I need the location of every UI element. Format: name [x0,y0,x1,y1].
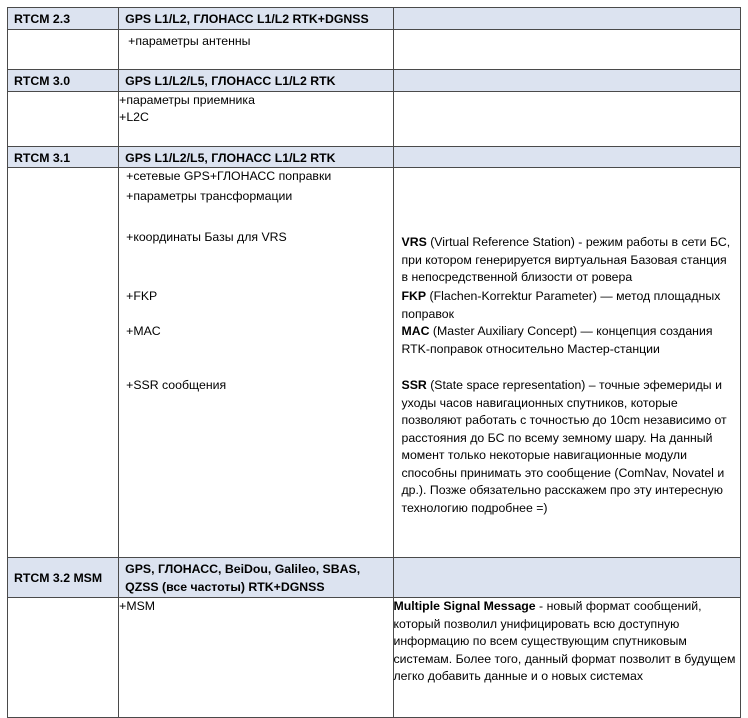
feature-item: +SSR сообщения [126,378,227,392]
version-label: RTCM 3.0 [8,70,119,92]
description-mac: MAC (Master Auxiliary Concept) — концепция создания RTK-поправок относительно Мастер-станции [401,324,713,356]
version-label: RTCM 3.1 [8,146,119,168]
content-row-rtcm-3-2-msm [8,598,741,718]
term: MAC [401,324,430,338]
description-cell [393,598,741,718]
feature-item: +параметры приемника [119,92,255,107]
term: FKP [401,289,427,303]
feature-cell [119,30,393,70]
empty-cell [8,168,119,558]
header-row-rtcm-2-3 [8,8,741,30]
rtcm-versions-table [7,7,741,718]
feature-item: +MAC [126,324,161,338]
feature-item: +координаты Базы для VRS [126,230,287,244]
version-label: RTCM 3.2 MSM [8,558,119,598]
feature-item: +параметры антенны [128,34,251,48]
header-empty-cell [393,146,741,168]
content-row-rtcm-2-3 [8,30,741,70]
feature-item: +параметры трансформации [126,189,293,203]
feature-cell [119,598,393,718]
header-empty-cell [393,558,741,598]
header-empty-cell [393,70,741,92]
description-vrs: VRS (Virtual Reference Station) - режим работы в сети БС, при котором генерируется виртуальная Базовая станция в непосредственной близости от ровера [401,235,731,284]
feature-cell [119,168,393,558]
version-label: RTCM 2.3 [8,8,119,30]
header-row-rtcm-3-0 [8,70,741,92]
empty-cell [8,30,119,70]
description-fkp: FKP (Flachen-Korrektur Parameter) — метод площадных поправок [401,289,721,321]
feature-cell [119,91,393,146]
version-title: GPS L1/L2/L5, ГЛОНАСС L1/L2 RTK [119,146,393,168]
description-cell [393,168,741,558]
feature-item: +FKP [126,289,158,303]
content-row-rtcm-3-0 [8,91,741,146]
term: Multiple Signal Message [393,599,536,613]
description-msm: Multiple Signal Message - новый формат сообщений, который позволил унифицировать всю доступную информацию по всем существующим спутниковым системам. Более того, данный формат позволит в будущем легко добавить данные и о новых системах [393,599,736,683]
header-row-rtcm-3-2-msm [8,558,741,598]
empty-cell [8,598,119,718]
header-empty-cell [393,8,741,30]
header-row-rtcm-3-1 [8,146,741,168]
version-title: GPS L1/L2, ГЛОНАСС L1/L2 RTK+DGNSS [119,8,393,30]
empty-cell [8,91,119,146]
feature-item: +сетевые GPS+ГЛОНАСС поправки [126,169,332,183]
feature-item: +MSM [119,599,156,613]
description-cell [393,30,741,70]
term: VRS [401,235,427,249]
version-title: GPS, ГЛОНАСС, BeiDou, Galileo, SBAS, QZSS (все частоты) RTK+DGNSS [119,558,393,598]
description-ssr: SSR (State space representation) – точные эфемериды и уходы часов навигационных спутников, которые позволяют работать с точностью до 10cm независимо от расстояния до БС по всему земному шару. На данный момент только некоторые навигационные модули способны принимать это сообщение (ComNav, Novatel и др.). Позже обязательно расскажем про эту интересную технологию подробнее =) [401,378,727,515]
term: SSR [401,378,427,392]
feature-item: +L2C [119,110,149,124]
content-row-rtcm-3-1 [8,168,741,558]
version-title: GPS L1/L2/L5, ГЛОНАСС L1/L2 RTK [119,70,393,92]
description-cell [393,91,741,146]
